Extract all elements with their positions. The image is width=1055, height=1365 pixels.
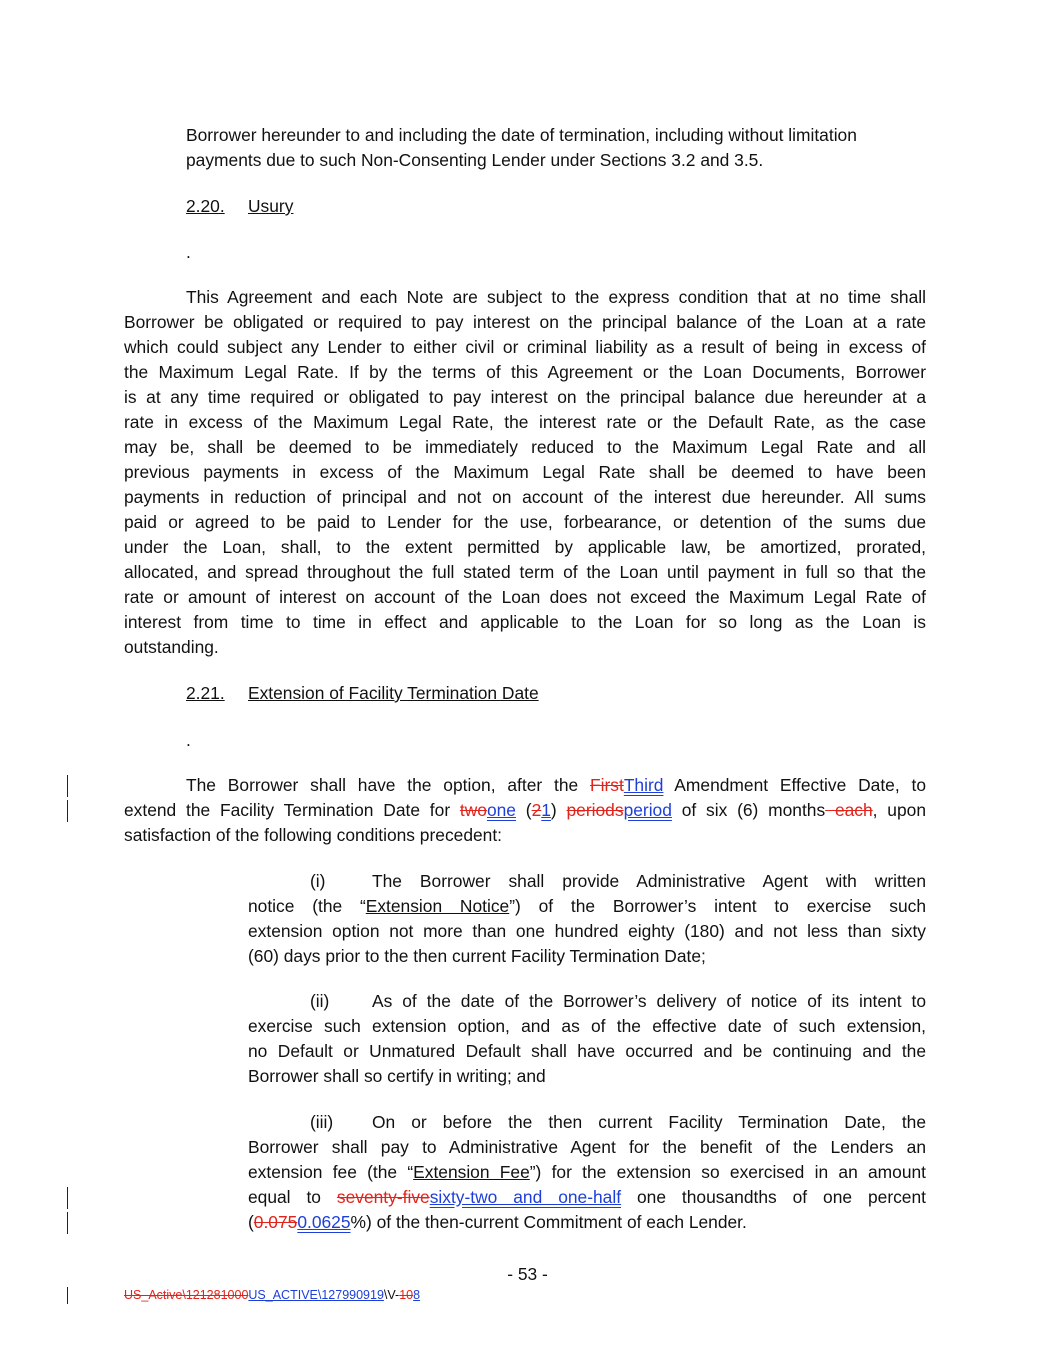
text-line: payments in reduction of principal and not on account of the interest due hereunder. All sums [124,487,926,507]
inserted-text: 8 [413,1288,421,1302]
inserted-text: 0.0625 [297,1212,351,1232]
continuation-paragraph [186,123,926,173]
text-line: Borrower shall so certify in writing; and [248,1066,546,1086]
inserted-text: period [623,800,672,820]
change-bar [67,775,68,797]
condition-item-iii [248,1110,926,1235]
text-line: Borrower be obligated or required to pay interest on the principal balance of the Loan at a rate [124,312,926,332]
section-dot: . [186,730,191,750]
text-line: extend the Facility Termination Date for twoone (21) periodsperiod of six (6) months each, upon [124,800,926,820]
inserted-text: US_ACTIVE\127990919 [248,1288,384,1302]
text-line: (60) days prior to the then current Facility Termination Date; [248,946,706,966]
change-bar [67,1212,68,1234]
extension-intro-paragraph [124,773,926,848]
text-line: rate in excess of the Maximum Legal Rate, the interest rate or the Default Rate, as the case [124,412,926,432]
page-number: - 53 - [507,1264,548,1284]
text-line: equal to seventy-fivesixty-two and one-half one thousandths of one percent [248,1187,926,1207]
section-dot: . [186,242,191,262]
deleted-text: US_Active\121281000 [124,1288,249,1302]
document-id: US_Active\121281000US_ACTIVE\127990919\V-108 [124,1288,421,1302]
text-line: outstanding. [124,637,219,657]
inserted-text: 1 [541,800,551,820]
text-line: the Maximum Legal Rate. If by the terms of this Agreement or the Loan Documents, Borrower [124,362,926,382]
defined-term: Extension Notice [365,896,510,916]
continuation-line: Borrower hereunder to and including the date of termination, including without limitation [186,125,857,145]
item-label: (iii) [310,1112,334,1132]
text-line: paid or agreed to be paid to Lender for the use, forbearance, or detention of the sums due [124,512,926,532]
continuation-line: payments due to such Non-Consenting Lender under Sections 3.2 and 3.5. [186,150,764,170]
deleted-text: two [459,800,487,820]
inserted-text: sixty-two and one-half [429,1187,622,1207]
text-line: under the Loan, shall, to the extent permitted by applicable law, be amortized, prorated, [124,537,926,557]
section-title: Extension of Facility Termination Date [248,683,539,703]
condition-item-ii [248,989,926,1089]
text-line: rate or amount of interest on account of the Loan does not exceed the Maximum Legal Rate of [124,587,926,607]
defined-term: Extension Fee [413,1162,530,1182]
text-line: extension fee (the “Extension Fee”) for the extension so exercised in an amount [248,1162,927,1182]
text-line: no Default or Unmatured Default shall have occurred and be continuing and the [248,1041,926,1061]
deleted-text: seventy-five [336,1187,430,1207]
change-bar [67,800,68,822]
text-line: satisfaction of the following conditions precedent: [124,825,502,845]
text-line: which could subject any Lender to either civil or criminal liability as a result of being in excess of [124,337,926,357]
section-number: 2.20. [186,196,225,216]
text-line: (ii) As of the date of the Borrower’s delivery of notice of its intent to [248,989,926,1014]
item-label: (ii) [310,991,330,1011]
text-line: (iii) On or before the then current Facility Termination Date, the [248,1110,926,1135]
condition-item-i [248,869,926,969]
deleted-text: 2 [531,800,542,820]
text-line: interest from time to time in effect and applicable to the Loan for so long as the Loan is [124,612,926,632]
usury-paragraph [124,285,926,660]
deleted-text: 0.075 [253,1212,298,1232]
inserted-text: one [486,800,516,820]
section-number: 2.21. [186,683,225,703]
section-2-21-heading [186,681,539,706]
text-line: This Agreement and each Note are subject to the express condition that at no time shall [186,287,926,307]
text-line: may be, shall be deemed to be immediately reduced to the Maximum Legal Rate and all [124,437,926,457]
deleted-text: First [590,775,624,795]
deleted-text: 10 [399,1288,414,1302]
text-line: (i) The Borrower shall provide Administrative Agent with written [248,869,926,894]
text-line: previous payments in excess of the Maximum Legal Rate shall be deemed to have been [124,462,926,482]
text-line: exercise such extension option, and as of the effective date of such extension, [248,1016,926,1036]
section-title: Usury [248,196,294,216]
section-2-20-heading [186,194,293,219]
change-bar [67,1287,68,1304]
deleted-text: each [825,800,873,820]
inserted-text: Third [623,775,664,795]
text-line: notice (the “Extension Notice”) of the Borrower’s intent to exercise such [248,896,927,916]
text-line: extension option not more than one hundred eighty (180) and not less than sixty [248,921,926,941]
text-line: is at any time required or obligated to pay interest on the principal balance due hereunder at a [124,387,926,407]
deleted-text: periods [566,800,624,820]
item-label: (i) [310,871,326,891]
text-line: allocated, and spread throughout the full stated term of the Loan until payment in full so that the [124,562,926,582]
text-line: Borrower shall pay to Administrative Agent for the benefit of the Lenders an [248,1137,926,1157]
text-line: (0.0750.0625%) of the then-current Commitment of each Lender. [248,1212,747,1232]
change-bar [67,1187,68,1209]
text-line: The Borrower shall have the option, after the FirstThird Amendment Effective Date, to [186,775,927,795]
